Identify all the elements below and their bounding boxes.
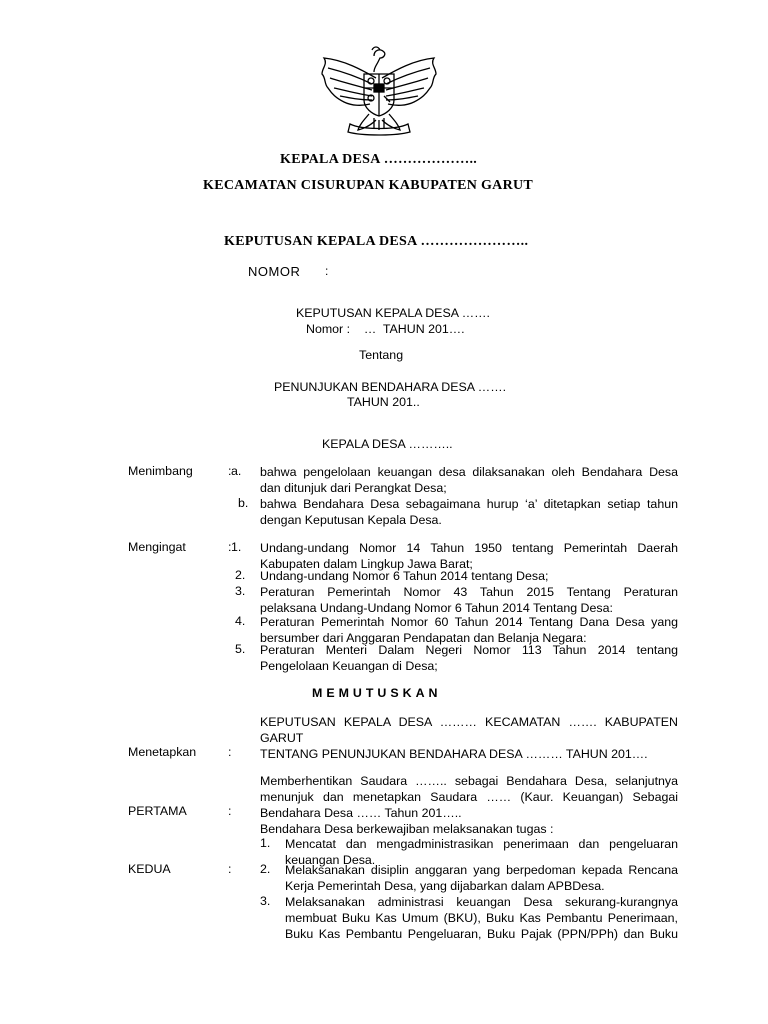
- menetapkan-body: [260, 773, 678, 821]
- pertama-colon: :: [228, 804, 232, 818]
- item-line: Melaksanakan administrasi keuangan Desa sekurang-kurangnya: [285, 895, 678, 909]
- item-line: Undang-undang Nomor 6 Tahun 2014 tentang Desa;: [260, 569, 549, 583]
- menetapkan-colon: :: [228, 745, 232, 759]
- item-line: bahwa Bendahara Desa sebagaimana hurup ‘a’ ditetapkan setiap tahun: [260, 497, 678, 511]
- memutuskan-heading: MEMUTUSKAN: [312, 686, 442, 700]
- title-nomor: Nomor : … TAHUN 201….: [306, 322, 465, 336]
- list-item: [260, 496, 678, 528]
- header-kecamatan: KECAMATAN CISURUPAN KABUPATEN GARUT: [203, 178, 534, 193]
- kedua-colon: :: [228, 862, 232, 876]
- kedua-label: KEDUA: [128, 862, 171, 876]
- list-item: [260, 464, 678, 496]
- item-line: menunjuk dan menetapkan Saudara …… (Kaur. Keuangan) Sebagai: [260, 790, 678, 804]
- mengingat-colon: :: [228, 540, 232, 554]
- menimbang-colon: :: [228, 464, 232, 478]
- list-marker: 3.: [260, 894, 271, 908]
- nomor-colon: :: [325, 264, 329, 278]
- list-marker: 4.: [235, 614, 246, 628]
- pertama-label: PERTAMA: [128, 804, 187, 818]
- title-perihal: PENUNJUKAN BENDAHARA DESA …….: [274, 380, 507, 394]
- item-line: Bendahara Desa …… Tahun 201…..: [260, 806, 462, 820]
- header-keputusan: KEPUTUSAN KEPALA DESA …………………..: [224, 234, 529, 249]
- title-tentang: Tentang: [359, 348, 404, 362]
- menimbang-label: Menimbang: [128, 464, 193, 478]
- memutuskan-body: [260, 714, 678, 762]
- nomor-line: [248, 264, 329, 279]
- item-line: pelaksana Undang-Undang Nomor 6 Tahun 2014 Tentang Desa:: [260, 601, 613, 615]
- header-kepala-desa: KEPALA DESA ………………..: [280, 152, 478, 167]
- item-line: bersumber dari Anggaran Pendapatan dan Belanja Negara:: [260, 631, 587, 645]
- list-marker: a.: [231, 464, 242, 478]
- item-line: Melaksanakan disiplin anggaran yang berpedoman kepada Rencana: [285, 863, 678, 877]
- item-line: dengan Keputusan Kepala Desa.: [260, 513, 442, 527]
- title-keputusan: KEPUTUSAN KEPALA DESA …….: [296, 306, 490, 320]
- item-line: bahwa pengelolaan keuangan desa dilaksanakan oleh Bendahara Desa: [260, 465, 678, 479]
- item-line: Buku Kas Pembantu Pengeluaran, Buku Pajak (PPN/PPh) dan Buku: [285, 927, 678, 941]
- list-item: [260, 584, 678, 616]
- garuda-emblem: [314, 44, 444, 138]
- list-item: [285, 862, 678, 894]
- nomor-label: NOMOR: [248, 264, 301, 279]
- list-marker: 2.: [260, 862, 271, 876]
- item-line: Peraturan Pemerintah Nomor 60 Tahun 2014 Tentang Dana Desa yang: [260, 615, 678, 629]
- mengingat-label: Mengingat: [128, 540, 186, 554]
- item-line: KEPUTUSAN KEPALA DESA ……… KECAMATAN ……. KABUPATEN GARUT: [260, 715, 678, 745]
- item-line: TENTANG PENUNJUKAN BENDAHARA DESA ……… TAHUN 201….: [260, 747, 648, 761]
- item-line: membuat Buku Kas Umum (BKU), Buku Kas Pembantu Penerimaan,: [285, 911, 678, 925]
- item-line: keuangan Desa.: [285, 853, 376, 867]
- list-marker: 1.: [231, 540, 242, 554]
- tugas-intro: Bendahara Desa berkewajiban melaksanakan tugas :: [260, 822, 554, 836]
- list-marker: b.: [238, 496, 249, 510]
- item-line: Mencatat dan mengadministrasikan penerimaan dan pengeluaran: [285, 837, 678, 851]
- menetapkan-label: Menetapkan: [128, 745, 197, 759]
- title-kepala-desa: KEPALA DESA ………..: [322, 437, 453, 451]
- list-item: [285, 894, 678, 942]
- item-line: Peraturan Menteri Dalam Negeri Nomor 113 Tahun 2014 tentang: [260, 643, 678, 657]
- list-item: [260, 642, 678, 674]
- list-marker: 1.: [260, 836, 271, 850]
- list-marker: 3.: [235, 584, 246, 598]
- item-line: Peraturan Pemerintah Nomor 43 Tahun 2015 Tentang Peraturan: [260, 585, 678, 599]
- list-item: [260, 568, 678, 584]
- item-line: dan ditunjuk dari Perangkat Desa;: [260, 481, 447, 495]
- item-line: Pengelolaan Keuangan di Desa;: [260, 659, 438, 673]
- item-line: Undang-undang Nomor 14 Tahun 1950 tentang Pemerintah Daerah: [260, 541, 678, 555]
- item-line: Kabupaten dalam Lingkup Jawa Barat;: [260, 557, 473, 571]
- item-line: Kerja Pemerintah Desa, yang dijabarkan dalam APBDesa.: [285, 879, 605, 893]
- title-tahun: TAHUN 201..: [347, 395, 420, 409]
- item-line: Memberhentikan Saudara …….. sebagai Bendahara Desa, selanjutnya: [260, 774, 678, 788]
- list-marker: 2.: [235, 568, 246, 582]
- list-marker: 5.: [235, 642, 246, 656]
